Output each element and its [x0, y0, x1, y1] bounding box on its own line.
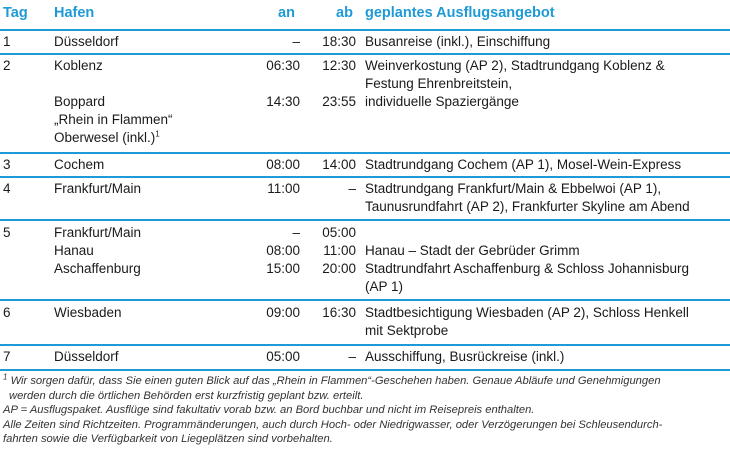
arrival-time: 06:30 [266, 58, 300, 73]
port-name: Hanau [54, 243, 94, 258]
divider [0, 53, 730, 55]
arrival-time: – [292, 225, 300, 240]
excursion-offer: Stadtrundgang Cochem (AP 1), Mosel-Wein-Express [365, 157, 682, 172]
day-number: 3 [3, 157, 11, 172]
arrival-time: – [292, 34, 300, 49]
divider [0, 344, 730, 346]
port-name: Wiesbaden [54, 305, 122, 320]
port-name: Frankfurt/Main [54, 225, 142, 240]
port-name: Boppard [54, 94, 106, 109]
departure-time: 05:00 [322, 225, 356, 240]
divider [0, 219, 730, 221]
departure-time: – [348, 181, 356, 196]
excursion-offer: Ausschiffung, Busrückreise (inkl.) [365, 349, 565, 364]
excursion-offer: Weinverkostung (AP 2), Stadtrundgang Koblenz & [365, 58, 665, 73]
excursion-offer: individuelle Spaziergänge [365, 94, 519, 109]
table-header [0, 0, 730, 26]
footnote-marker: 1 [155, 129, 160, 139]
divider [0, 299, 730, 301]
arrival-time: 14:30 [266, 94, 300, 109]
departure-time: 18:30 [322, 34, 356, 49]
day-number: 5 [3, 225, 11, 240]
arrival-time: 09:00 [266, 305, 300, 320]
departure-time: 12:30 [322, 58, 356, 73]
excursion-offer: Busanreise (inkl.), Einschiffung [365, 34, 551, 49]
header-ab: ab [336, 5, 353, 21]
divider [0, 176, 730, 178]
departure-time: – [348, 349, 356, 364]
footnote-line: AP = Ausflugspaket. Ausflüge sind fakultativ vorab bzw. an Bord buchbar und nicht im Reisepreis enthalten. [3, 404, 535, 416]
port-name: Cochem [54, 157, 105, 172]
footnote-line: Alle Zeiten sind Richtzeiten. Programmänderungen, auch durch Hoch- oder Niedrigwasser, oder Verzögerungen bei Schleusendurch- [3, 418, 663, 431]
departure-time: 16:30 [322, 305, 356, 320]
arrival-time: 05:00 [266, 349, 300, 364]
footnotes [3, 374, 727, 447]
excursion-offer: Hanau – Stadt der Gebrüder Grimm [365, 243, 580, 258]
arrival-time: 11:00 [267, 181, 300, 196]
arrival-time: 08:00 [266, 157, 300, 172]
excursion-offer: Stadtrundfahrt Aschaffenburg & Schloss Johannisburg [365, 261, 689, 276]
port-name: Düsseldorf [54, 34, 119, 49]
excursion-offer: Stadtrundgang Frankfurt/Main & Ebbelwoi (AP 1), [365, 181, 662, 196]
header-hafen: Hafen [54, 5, 95, 21]
excursion-offer: Taunusrundfahrt (AP 2), Frankfurter Skyline am Abend [365, 199, 690, 214]
day-number: 6 [3, 305, 11, 320]
arrival-time: 08:00 [266, 243, 300, 258]
header-an: an [278, 5, 295, 21]
departure-time: 11:00 [323, 243, 356, 258]
header-angebot: geplantes Ausflugsangebot [365, 5, 555, 21]
day-number: 4 [3, 181, 11, 196]
footnote-line: $^1$ Wir sorgen dafür, dass Sie einen guten Blick auf das „Rhein in Flammen“-Geschehen haben. Genaue Abläufe und Genehmigungen [3, 372, 661, 387]
excursion-offer: Festung Ehrenbreitstein, [365, 76, 513, 91]
excursion-offer: (AP 1) [365, 279, 404, 294]
divider [0, 152, 730, 154]
departure-time: 14:00 [322, 157, 356, 172]
arrival-time: 15:00 [266, 261, 300, 276]
day-number: 1 [3, 34, 11, 49]
day-number: 7 [3, 349, 11, 364]
port-name: Düsseldorf [54, 349, 119, 364]
header-tag: Tag [3, 5, 28, 21]
event-name: „Rhein in Flammen“ [54, 112, 173, 127]
port-name: Koblenz [54, 58, 103, 73]
port-name: Oberwesel (inkl.)$^1$ [54, 129, 160, 145]
footnote-line: werden durch die örtlichen Behörden erst kurzfristig geplant bzw. erteilt. [9, 389, 364, 402]
excursion-offer: Stadtbesichtigung Wiesbaden (AP 2), Schloss Henkell [365, 305, 689, 320]
excursion-offer: mit Sektprobe [365, 323, 449, 338]
port-name: Aschaffenburg [54, 261, 141, 276]
footnote-line: fahrten sowie die Verfügbarkeit von Liegeplätzen sind vorbehalten. [3, 433, 333, 445]
departure-time: 23:55 [322, 94, 356, 109]
divider [0, 29, 730, 31]
divider [0, 369, 730, 371]
departure-time: 20:00 [322, 261, 356, 276]
day-number: 2 [3, 58, 11, 73]
port-name: Frankfurt/Main [54, 181, 142, 196]
